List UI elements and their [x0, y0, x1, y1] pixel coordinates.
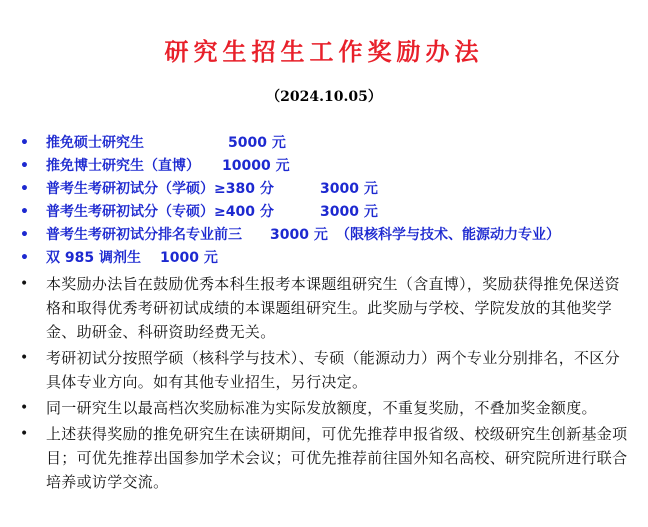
note-item-ranking-method — [0, 346, 648, 394]
award-item-double-985-transfer — [0, 247, 648, 270]
award-item-professional-master-score — [0, 201, 648, 224]
note-item-no-duplicate — [0, 396, 648, 420]
award-label: 推免博士研究生（直博） — [46, 158, 200, 174]
award-restriction-note: （限核科学与技术、能源动力专业） — [336, 227, 560, 243]
award-label: 普考生考研初试分排名专业前三 — [46, 227, 242, 243]
award-item-master-exempt — [0, 132, 648, 155]
bullet-icon: • — [20, 250, 29, 266]
bullet-icon: • — [20, 204, 29, 220]
bullet-icon: • — [20, 276, 29, 292]
award-amount: 5000 元 — [228, 135, 286, 151]
note-text: 考研初试分按照学硕（核科学与技术）、专硕（能源动力）两个专业分别排名，不区分具体专业方向。如有其他专业招生，另行决定。 — [46, 349, 620, 391]
bullet-icon: • — [20, 181, 29, 197]
award-amount: 10000 元 — [222, 158, 290, 174]
note-text: 上述获得奖励的推免研究生在读研期间，可优先推荐申报省级、校级研究生创新基金项目；可优先推荐出国参加学术会议；可优先推荐前往国外知名高校、研究院所进行联合培养或访学交流。 — [46, 425, 628, 491]
note-text: 本奖励办法旨在鼓励优秀本科生报考本课题组研究生（含直博），奖励获得推免保送资格和取得优秀考研初试成绩的本课题组研究生。此奖励与学校、学院发放的其他奖学金、助研金、科研资助经费无关。 — [46, 275, 620, 341]
award-item-top-three-rank — [0, 224, 648, 247]
award-amount: 3000 元 — [320, 204, 378, 220]
bullet-icon: • — [20, 227, 29, 243]
note-item-priority-recommendation — [0, 422, 648, 494]
document-date: （2024.10.05） — [266, 89, 382, 105]
award-label: 推免硕士研究生 — [46, 135, 144, 151]
award-label: 普考生考研初试分（学硕）≥380 分 — [46, 181, 274, 197]
award-amount: 1000 元 — [160, 250, 218, 266]
award-label: 双 985 调剂生 — [46, 250, 141, 266]
bullet-icon: • — [20, 135, 29, 151]
note-item-purpose — [0, 272, 648, 344]
award-amount: 3000 元 — [270, 227, 328, 243]
award-item-academic-master-score — [0, 178, 648, 201]
bullet-icon: • — [20, 400, 29, 416]
award-item-phd-direct — [0, 155, 648, 178]
award-amount: 3000 元 — [320, 181, 378, 197]
award-label: 普考生考研初试分（专硕）≥400 分 — [46, 204, 274, 220]
note-text: 同一研究生以最高档次奖励标准为实际发放额度，不重复奖励，不叠加奖金额度。 — [46, 399, 597, 417]
bullet-icon: • — [20, 426, 29, 442]
bullet-icon: • — [20, 158, 29, 174]
bullet-icon: • — [20, 350, 29, 366]
document-title: 研究生招生工作奖励办法 — [164, 37, 484, 66]
award-rules-list — [0, 132, 648, 494]
